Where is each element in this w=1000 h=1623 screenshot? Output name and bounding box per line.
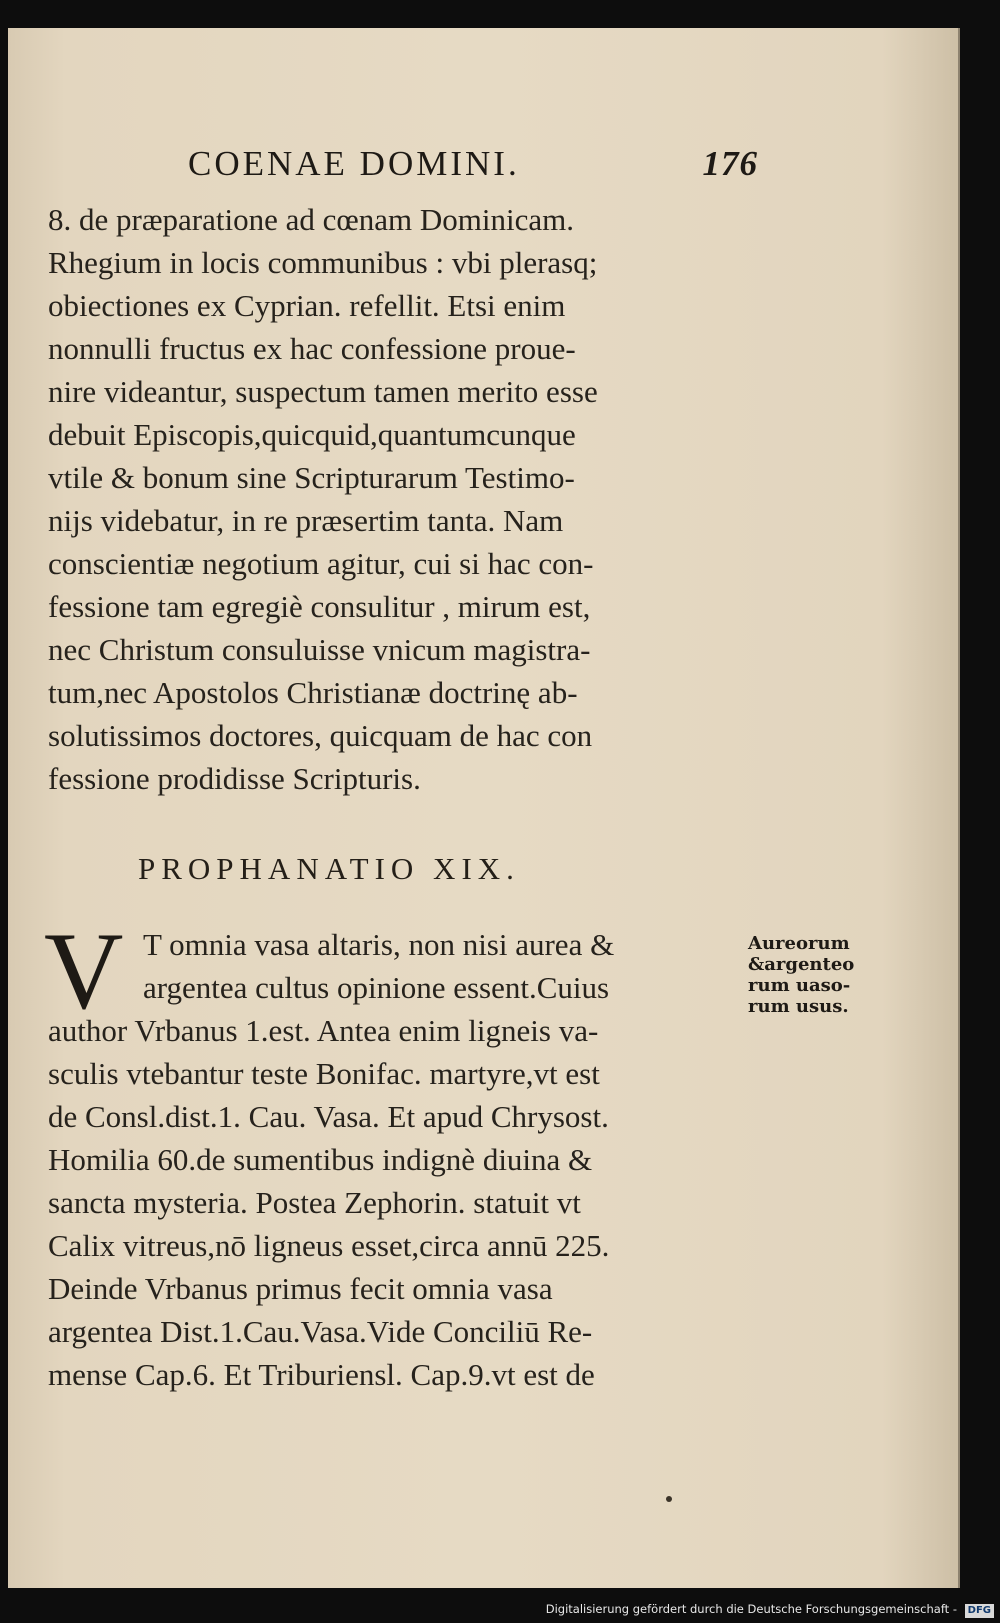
text-line: nire videantur, suspectum tamen merito esse [48,374,598,409]
text-line: fessione prodidisse Scripturis. [48,761,421,796]
margin-note-line: rum uaso- [748,975,851,996]
ink-speck [666,1496,672,1502]
text-line: solutissimos doctores, quicquam de hac con [48,718,593,753]
page-number: 176 [702,144,758,183]
text-line: obiectiones ex Cyprian. refellit. Etsi enim [48,288,566,323]
text-line: 8. de præparatione ad cœnam Dominicam. [48,202,574,237]
margin-note-line: Aureorum [748,933,850,954]
marginal-note [748,933,888,1017]
text-line: nijs videbatur, in re præsertim tanta. Nam [48,503,564,538]
text-line: author Vrbanus 1.est. Antea enim ligneis va- [48,1013,599,1048]
text-line: argentea cultus opinione essent.Cuius [143,970,610,1005]
text-line: Homilia 60.de sumentibus indignè diuina & [48,1142,593,1177]
text-line: debuit Episcopis,quicquid,quantumcunque [48,417,576,452]
footer-text: Digitalisierung gefördert durch die Deutsche Forschungsgemeinschaft - [545,1602,957,1616]
text-line: tum,nec Apostolos Christianæ doctrinę ab- [48,675,578,710]
running-header [188,144,758,188]
text-line: Deinde Vrbanus primus fecit omnia vasa [48,1271,553,1306]
margin-note-line: &argenteo [748,954,855,975]
digitization-footer [546,1597,994,1621]
text-line: conscientiæ negotium agitur, cui si hac con- [48,546,594,581]
margin-note-line: rum usus. [748,996,849,1017]
text-line: sculis vtebantur teste Bonifac. martyre,vt est [48,1056,600,1091]
dfg-logo-icon: DFG [965,1604,994,1618]
text-line: Rhegium in locis communibus : vbi plerasq; [48,245,598,280]
running-title: COENAE DOMINI. [188,144,520,183]
text-line: nec Christum consuluisse vnicum magistra- [48,632,591,667]
text-line: fessione tam egregiè consulitur , mirum est, [48,589,591,624]
text-line: argentea Dist.1.Cau.Vasa.Vide Conciliū Re- [48,1314,593,1349]
text-line: mense Cap.6. Et Triburiensl. Cap.9.vt est de [48,1357,595,1392]
text-line: nonnulli fructus ex hac confessione proue- [48,331,576,366]
text-line: sancta mysteria. Postea Zephorin. statuit vt [48,1185,581,1220]
text-line: T omnia vasa altaris, non nisi aurea & [143,927,615,962]
text-line: de Consl.dist.1. Cau. Vasa. Et apud Chrysost. [48,1099,609,1134]
paragraph-continuation [48,198,748,800]
section-body [48,923,738,1396]
book-page [8,28,960,1588]
drop-cap: V [44,910,124,1032]
text-line: vtile & bonum sine Scripturarum Testimo- [48,460,575,495]
section-heading: PROPHANATIO XIX. [138,851,520,886]
text-line: Calix vitreus,nō ligneus esset,circa annū 225. [48,1228,610,1263]
